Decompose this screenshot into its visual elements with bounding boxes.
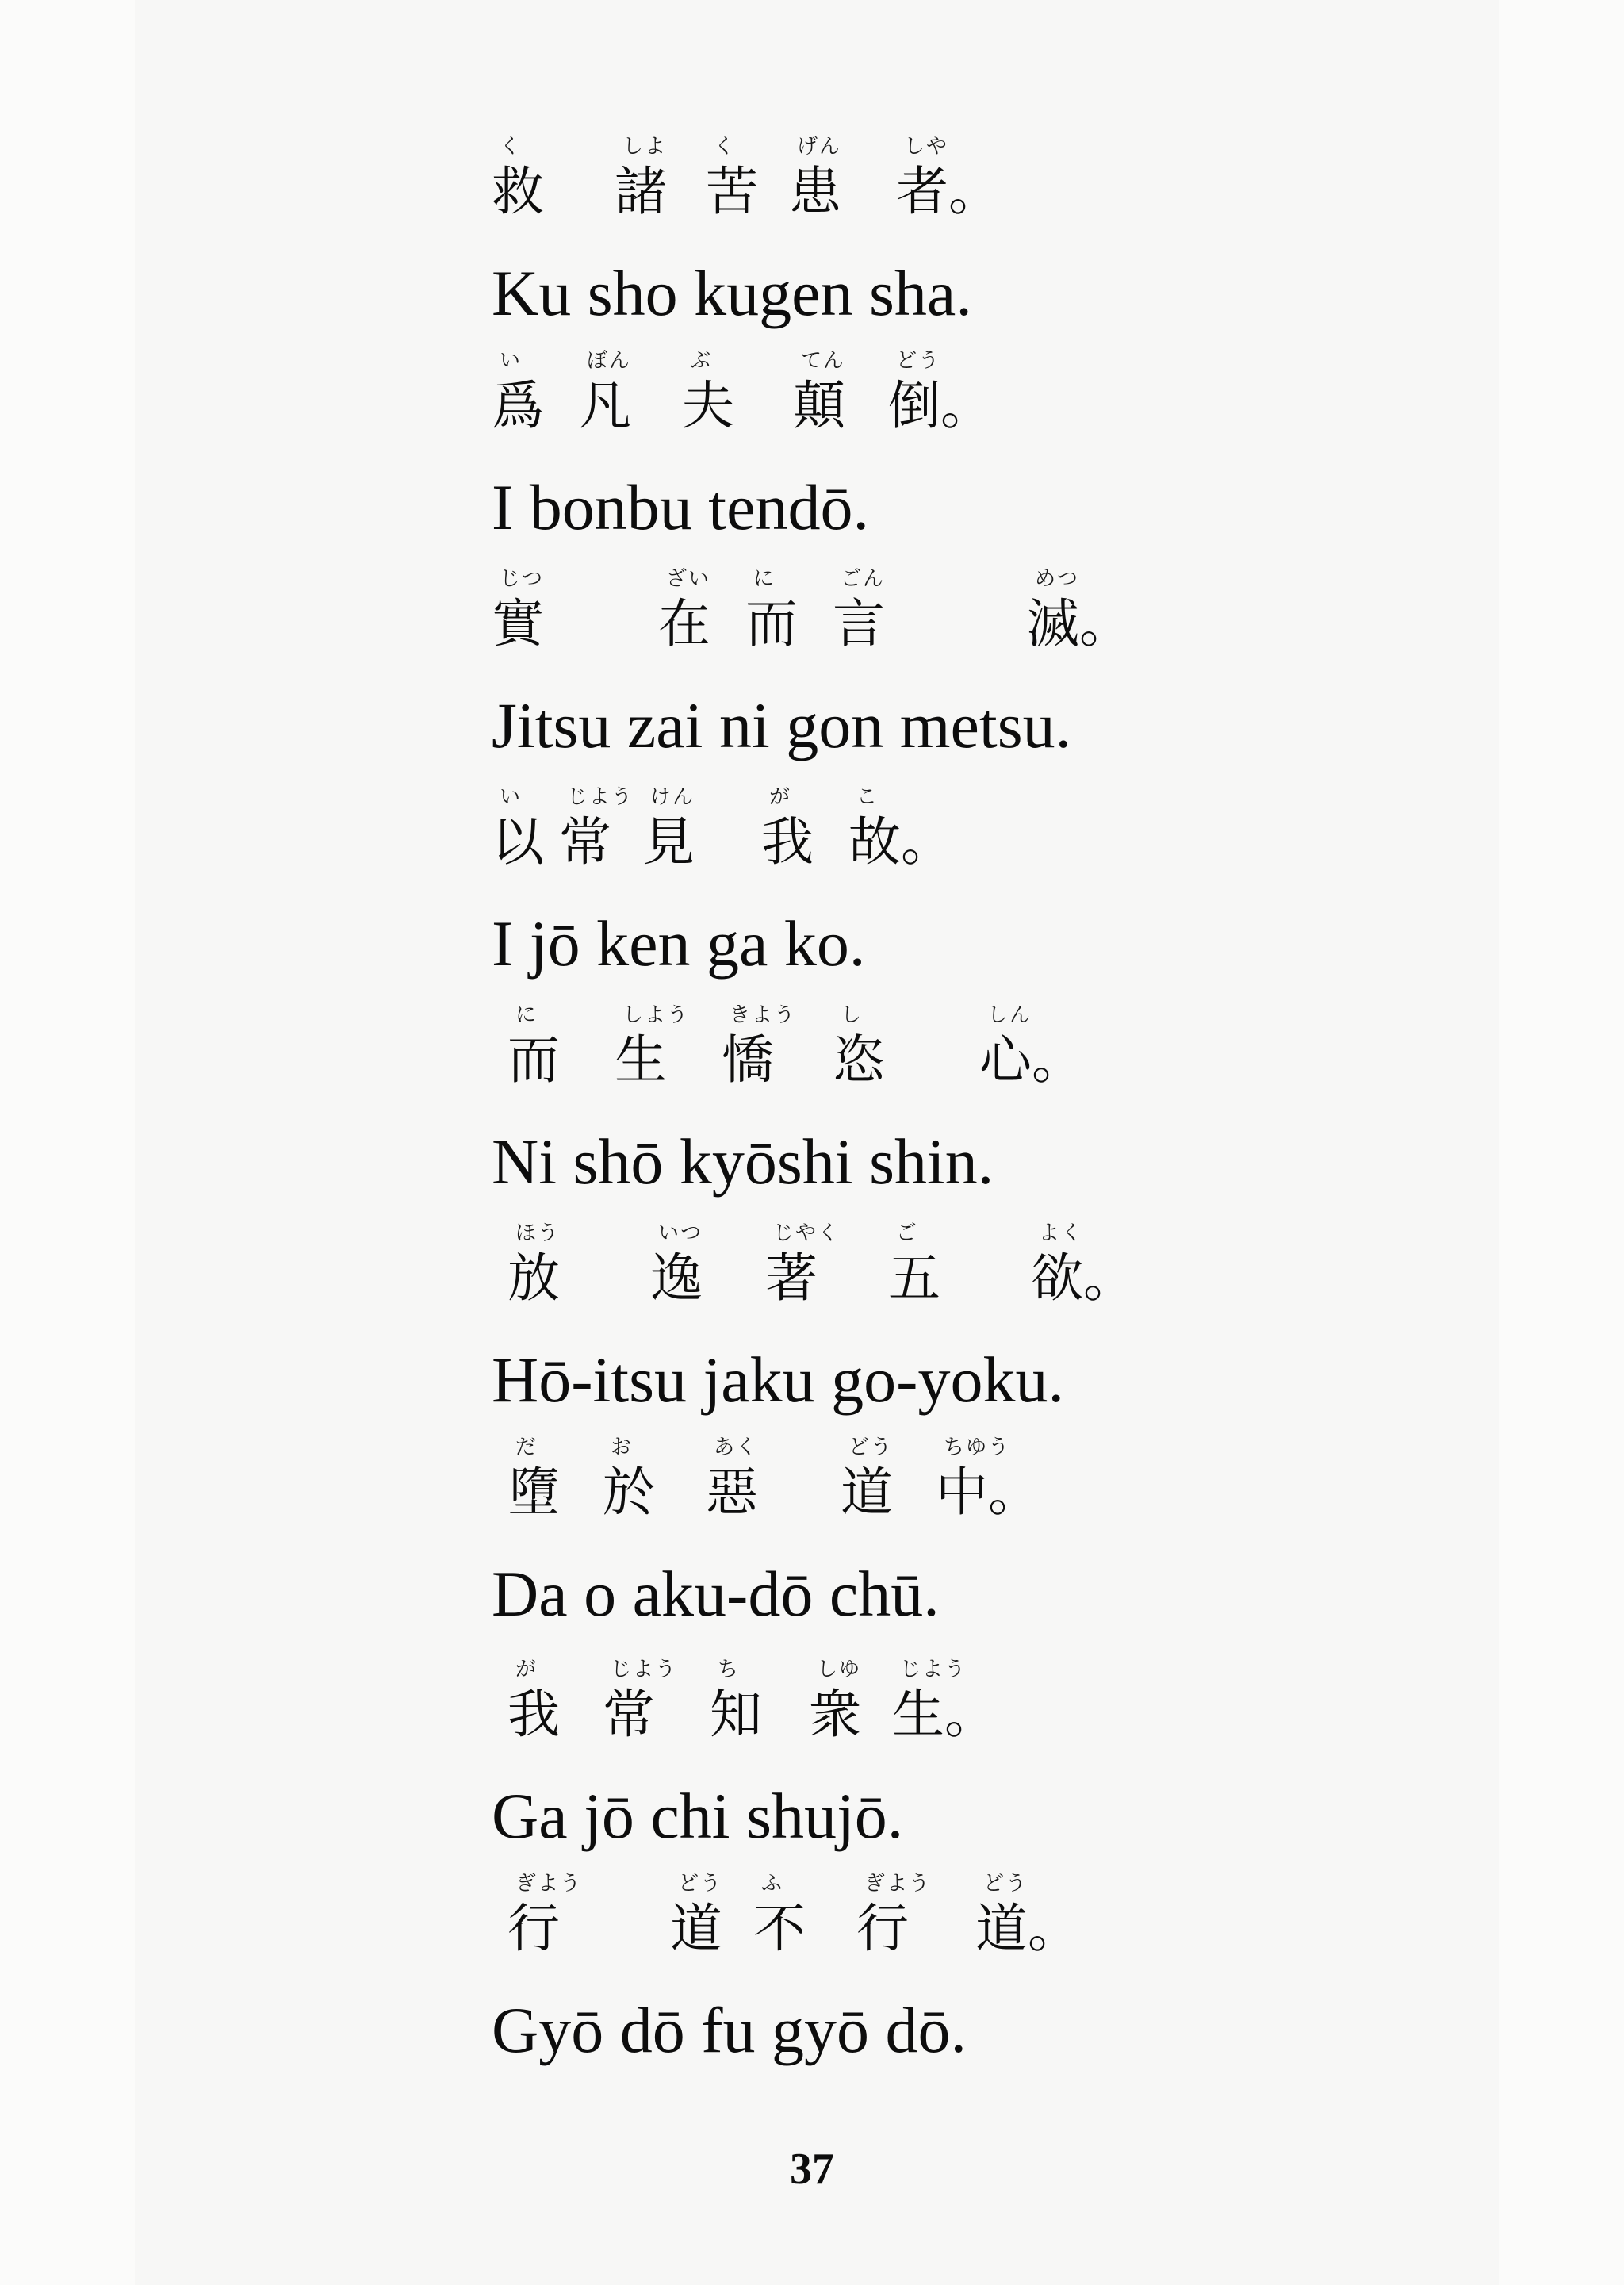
furigana: しよ	[622, 135, 668, 159]
kanji-line	[492, 785, 1285, 904]
kanji-character: 苦	[706, 161, 758, 222]
kanji-with-furigana	[492, 567, 544, 658]
furigana: じつ	[500, 567, 545, 591]
kanji-with-furigana	[936, 1436, 1040, 1526]
kanji-character: 諸	[615, 161, 667, 222]
kanji-with-furigana	[888, 349, 993, 439]
romaji-line: Ku sho kugen sha.	[492, 257, 972, 329]
kanji-with-furigana	[603, 1658, 677, 1748]
kanji-with-furigana	[615, 1003, 689, 1094]
furigana: じやく	[773, 1221, 841, 1245]
kanji-line	[492, 1872, 1285, 1991]
kanji-character: 故。	[848, 811, 953, 872]
furigana: あく	[714, 1436, 759, 1459]
kanji-with-furigana	[892, 1658, 997, 1748]
furigana: けん	[650, 785, 695, 809]
kanji-with-furigana	[793, 349, 845, 439]
kanji-with-furigana	[753, 1872, 806, 1962]
kanji-with-furigana	[508, 1872, 582, 1962]
kanji-with-furigana	[765, 1221, 840, 1312]
kanji-with-furigana	[710, 1658, 762, 1748]
furigana: じよう	[900, 1658, 967, 1681]
kanji-with-furigana	[841, 1436, 893, 1526]
kanji-with-furigana	[658, 567, 710, 658]
kanji-character: 常	[603, 1684, 655, 1745]
kanji-character: 我	[508, 1684, 560, 1745]
kanji-with-furigana	[579, 349, 631, 439]
furigana: じよう	[567, 785, 634, 809]
kanji-with-furigana	[856, 1872, 931, 1962]
kanji-with-furigana	[682, 349, 734, 439]
furigana: てん	[801, 349, 846, 373]
verse-7	[492, 1436, 1364, 1634]
kanji-with-furigana	[979, 1003, 1084, 1094]
furigana: ご	[896, 1221, 919, 1245]
kanji-character: 生。	[892, 1684, 997, 1745]
kanji-character: 救	[492, 161, 544, 222]
furigana: い	[500, 785, 523, 809]
kanji-character: 道。	[975, 1898, 1080, 1959]
kanji-line	[492, 1221, 1285, 1340]
kanji-character: 逸	[650, 1248, 703, 1309]
kanji-with-furigana	[745, 567, 798, 658]
kanji-character: 者。	[896, 161, 1001, 222]
kanji-line	[492, 567, 1285, 686]
kanji-with-furigana	[722, 1003, 796, 1094]
furigana: く	[714, 135, 737, 159]
kanji-with-furigana	[492, 135, 544, 225]
furigana: げん	[797, 135, 842, 159]
kanji-character: 道	[841, 1462, 893, 1523]
furigana: こ	[856, 785, 879, 809]
kanji-with-furigana	[848, 785, 953, 876]
kanji-with-furigana	[833, 1003, 885, 1094]
kanji-with-furigana	[1031, 1221, 1136, 1312]
furigana: ぎよう	[515, 1872, 583, 1896]
furigana: に	[753, 567, 776, 591]
furigana: どう	[983, 1872, 1028, 1896]
furigana: めつ	[1035, 567, 1080, 591]
furigana: ふ	[761, 1872, 784, 1896]
kanji-with-furigana	[670, 1872, 722, 1962]
furigana: に	[515, 1003, 538, 1027]
furigana: が	[769, 785, 792, 809]
romaji-line: Jitsu zai ni gon metsu.	[492, 689, 1072, 761]
kanji-character: 惡	[706, 1462, 758, 1523]
furigana: い	[500, 349, 523, 373]
kanji-with-furigana	[1027, 567, 1132, 658]
furigana: し	[841, 1003, 864, 1027]
kanji-character: 夫	[682, 375, 734, 436]
kanji-character: 患	[789, 161, 841, 222]
romaji-line: Ni shō kyōshi shin.	[492, 1125, 994, 1198]
romaji-line: Gyō dō fu gyō dō.	[492, 1994, 967, 2066]
kanji-character: 墮	[508, 1462, 560, 1523]
kanji-with-furigana	[559, 785, 634, 876]
kanji-character: 我	[761, 811, 814, 872]
kanji-with-furigana	[615, 135, 667, 225]
kanji-character: 行	[856, 1898, 909, 1959]
kanji-character: 生	[615, 1029, 667, 1091]
kanji-character: 不	[753, 1898, 806, 1959]
kanji-character: 恣	[833, 1029, 885, 1091]
kanji-character: 著	[765, 1248, 818, 1309]
kanji-character: 常	[559, 811, 611, 872]
kanji-with-furigana	[650, 1221, 703, 1312]
verse-4	[492, 785, 1364, 983]
furigana: ごん	[841, 567, 886, 591]
kanji-with-furigana	[508, 1658, 560, 1748]
verse-1	[492, 135, 1364, 333]
kanji-with-furigana	[508, 1436, 560, 1526]
kanji-with-furigana	[789, 135, 841, 225]
kanji-with-furigana	[508, 1221, 560, 1312]
kanji-character: 欲。	[1031, 1248, 1136, 1309]
furigana: ほう	[515, 1221, 561, 1245]
kanji-with-furigana	[492, 349, 544, 439]
verse-9	[492, 1872, 1364, 2070]
verse-2	[492, 349, 1364, 547]
romaji-line: I jō ken ga ko.	[492, 907, 866, 980]
kanji-character: 中。	[936, 1462, 1040, 1523]
kanji-character: 憍	[722, 1029, 774, 1091]
furigana: きよう	[730, 1003, 797, 1027]
kanji-character: 顛	[793, 375, 845, 436]
kanji-character: 實	[492, 593, 544, 654]
kanji-character: 知	[710, 1684, 762, 1745]
furigana: だ	[515, 1436, 538, 1459]
furigana: ぶ	[690, 349, 713, 373]
kanji-character: 凡	[579, 375, 631, 436]
verse-3	[492, 567, 1364, 765]
furigana: ぼん	[587, 349, 632, 373]
kanji-character: 爲	[492, 375, 544, 436]
furigana: が	[515, 1658, 538, 1681]
kanji-with-furigana	[896, 135, 1001, 225]
page-number: 37	[790, 2145, 834, 2194]
kanji-character: 放	[508, 1248, 560, 1309]
furigana: ざい	[666, 567, 711, 591]
kanji-line	[492, 349, 1285, 468]
kanji-with-furigana	[508, 1003, 560, 1094]
furigana: いつ	[658, 1221, 703, 1245]
kanji-character: 在	[658, 593, 710, 654]
furigana: どう	[678, 1872, 723, 1896]
kanji-character: 以	[492, 811, 544, 872]
kanji-line	[492, 1436, 1285, 1555]
kanji-with-furigana	[761, 785, 814, 876]
kanji-with-furigana	[603, 1436, 655, 1526]
kanji-with-furigana	[975, 1872, 1080, 1962]
kanji-character: 五	[888, 1248, 940, 1309]
furigana: どう	[896, 349, 941, 373]
kanji-with-furigana	[833, 567, 885, 658]
furigana: しよう	[622, 1003, 690, 1027]
furigana: どう	[848, 1436, 894, 1459]
kanji-with-furigana	[492, 785, 544, 876]
kanji-line	[492, 1658, 1285, 1777]
furigana: ち	[718, 1658, 741, 1681]
kanji-with-furigana	[642, 785, 695, 876]
romaji-line: Hō-itsu jaku go-yoku.	[492, 1344, 1064, 1416]
verse-6	[492, 1221, 1364, 1420]
kanji-character: 衆	[809, 1684, 861, 1745]
kanji-character: 於	[603, 1462, 655, 1523]
kanji-character: 見	[642, 811, 695, 872]
furigana: よく	[1039, 1221, 1084, 1245]
furigana: お	[611, 1436, 634, 1459]
kanji-with-furigana	[888, 1221, 940, 1312]
verse-5	[492, 1003, 1364, 1202]
kanji-character: 而	[508, 1029, 560, 1091]
furigana: ぎよう	[864, 1872, 932, 1896]
furigana: しや	[904, 135, 949, 159]
kanji-character: 倒。	[888, 375, 993, 436]
kanji-with-furigana	[809, 1658, 861, 1748]
romaji-line: I bonbu tendō.	[492, 471, 869, 543]
furigana: しん	[987, 1003, 1032, 1027]
kanji-with-furigana	[706, 135, 758, 225]
kanji-character: 滅。	[1027, 593, 1132, 654]
furigana: じよう	[611, 1658, 678, 1681]
verse-8	[492, 1658, 1364, 1856]
furigana: ちゆう	[944, 1436, 1011, 1459]
romaji-line: Ga jō chi shujō.	[492, 1780, 904, 1852]
romaji-line: Da o aku-dō chū.	[492, 1558, 940, 1630]
furigana: く	[500, 135, 523, 159]
kanji-character: 行	[508, 1898, 560, 1959]
kanji-character: 而	[745, 593, 798, 654]
kanji-with-furigana	[706, 1436, 758, 1526]
kanji-character: 心。	[979, 1029, 1084, 1091]
kanji-character: 道	[670, 1898, 722, 1959]
kanji-line	[492, 135, 1285, 254]
furigana: しゆ	[817, 1658, 862, 1681]
kanji-character: 言	[833, 593, 885, 654]
kanji-line	[492, 1003, 1285, 1122]
